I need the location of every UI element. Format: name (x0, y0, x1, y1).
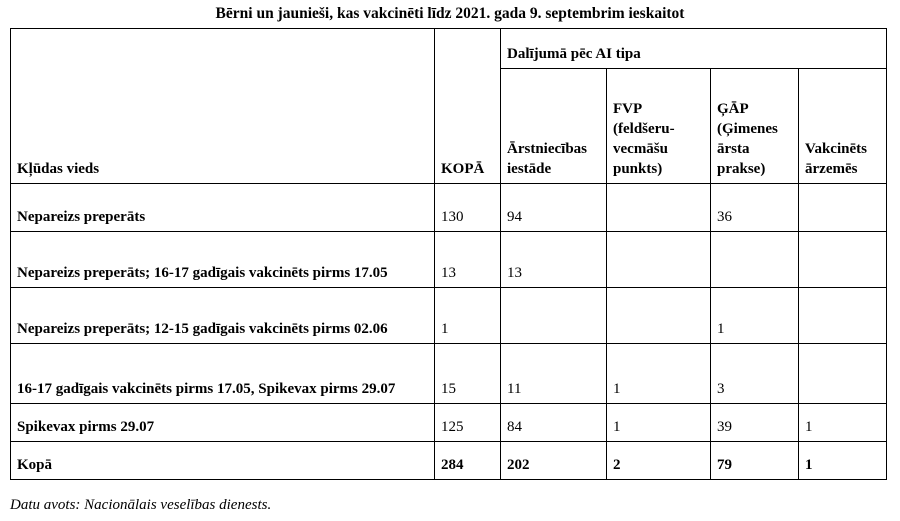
table-row (11, 404, 887, 442)
header-error-type: Kļūdas vieds (11, 29, 435, 184)
cell-medical-institution (501, 288, 607, 344)
cell-medical-institution: 94 (501, 184, 607, 232)
total-row (11, 442, 887, 480)
table-row (11, 232, 887, 288)
cell-medical-institution: 11 (501, 344, 607, 404)
source-note: Datu avots: Nacionālais veselības dienests. (10, 497, 272, 513)
total-cell-medical-institution: 202 (501, 442, 607, 480)
header-row-top (11, 29, 887, 69)
total-cell-abroad: 1 (799, 442, 887, 480)
cell-fvp (607, 232, 711, 288)
cell-total: 130 (435, 184, 501, 232)
cell-total: 1 (435, 288, 501, 344)
row-label: Nepareizs preperāts (11, 184, 435, 232)
header-group-ai-type: Dalījumā pēc AI tipa (501, 29, 887, 69)
cell-fvp (607, 184, 711, 232)
table-title: Bērni un jaunieši, kas vakcinēti līdz 2021. gada 9. septembrim ieskaitot (215, 5, 685, 22)
cell-abroad: 1 (799, 404, 887, 442)
cell-total: 125 (435, 404, 501, 442)
table-row (11, 184, 887, 232)
cell-total: 15 (435, 344, 501, 404)
data-table (10, 28, 887, 480)
cell-total: 13 (435, 232, 501, 288)
cell-gap (711, 232, 799, 288)
cell-medical-institution: 84 (501, 404, 607, 442)
total-cell-gap: 79 (711, 442, 799, 480)
header-medical-institution: Ārstniecības iestāde (501, 69, 607, 184)
header-fvp: FVP (feldšeru-vecmāšu punkts) (607, 69, 711, 184)
header-total: KOPĀ (435, 29, 501, 184)
row-label: Nepareizs preperāts; 16-17 gadīgais vakcinēts pirms 17.05 (11, 232, 435, 288)
cell-abroad (799, 288, 887, 344)
cell-abroad (799, 184, 887, 232)
cell-fvp: 1 (607, 344, 711, 404)
total-row-label: Kopā (11, 442, 435, 480)
row-label: 16-17 gadīgais vakcinēts pirms 17.05, Spikevax pirms 29.07 (11, 344, 435, 404)
cell-abroad (799, 344, 887, 404)
table-row (11, 288, 887, 344)
header-gap: ĢĀP (Ģimenes ārsta prakse) (711, 69, 799, 184)
cell-fvp: 1 (607, 404, 711, 442)
cell-gap: 1 (711, 288, 799, 344)
cell-abroad (799, 232, 887, 288)
cell-fvp (607, 288, 711, 344)
table-row (11, 344, 887, 404)
header-vaccinated-abroad: Vakcinēts ārzemēs (799, 69, 887, 184)
cell-gap: 36 (711, 184, 799, 232)
row-label: Nepareizs preperāts; 12-15 gadīgais vakcinēts pirms 02.06 (11, 288, 435, 344)
total-cell-fvp: 2 (607, 442, 711, 480)
cell-medical-institution: 13 (501, 232, 607, 288)
total-cell-total: 284 (435, 442, 501, 480)
cell-gap: 3 (711, 344, 799, 404)
row-label: Spikevax pirms 29.07 (11, 404, 435, 442)
cell-gap: 39 (711, 404, 799, 442)
